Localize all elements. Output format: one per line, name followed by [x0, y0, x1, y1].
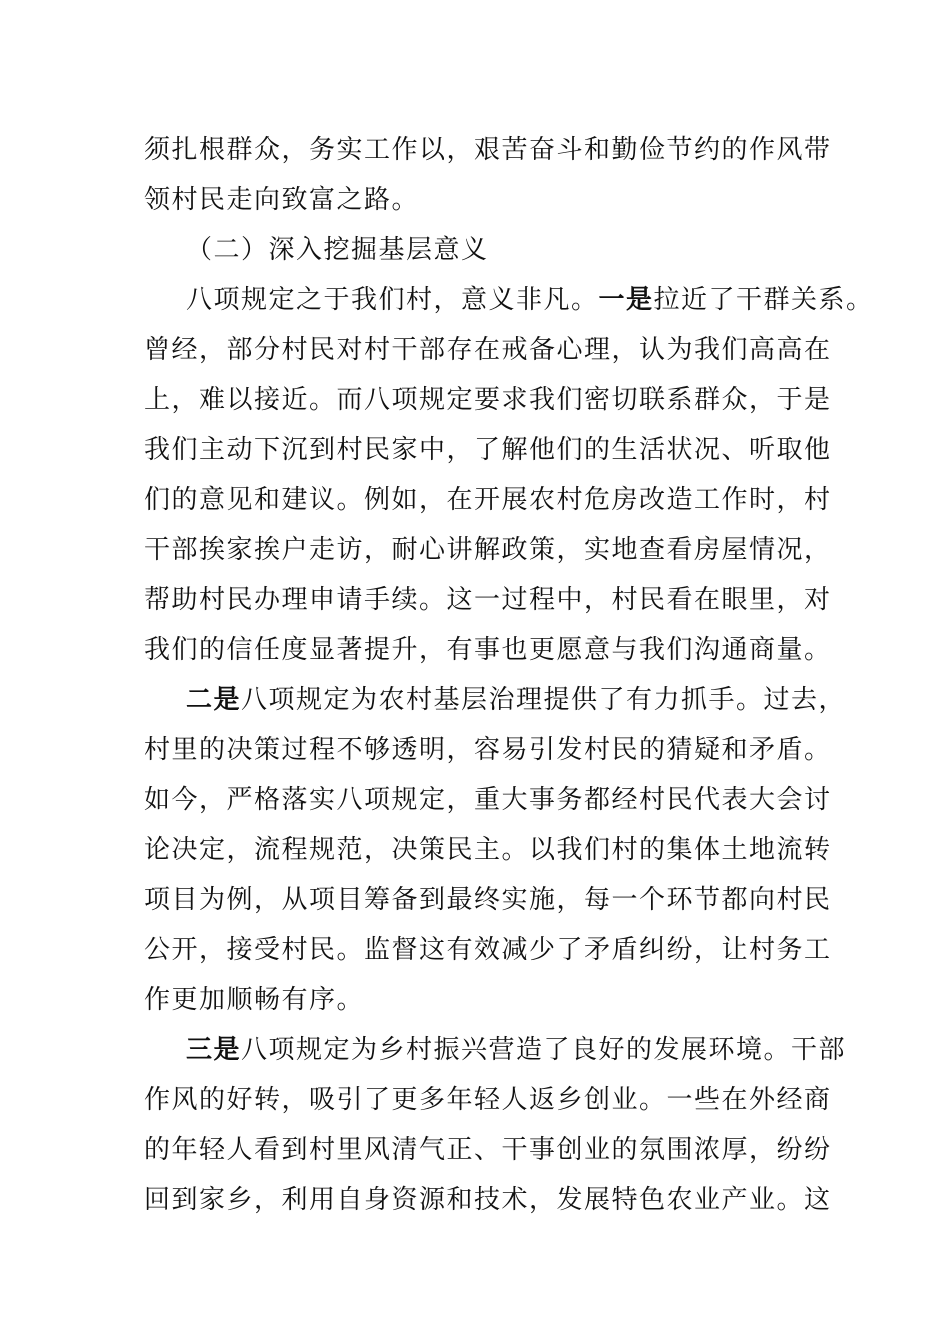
- bold-marker: 二是: [186, 685, 242, 715]
- text-line: 项目为例，从项目筹备到最终实施，每一个环节都向村民: [144, 885, 832, 915]
- text-run: 八项规定之于我们村，意义非凡。: [186, 285, 599, 315]
- text-line: 村里的决策过程不够透明，容易引发村民的猜疑和矛盾。: [144, 735, 832, 765]
- text-run: 八项规定为农村基层治理提供了有力抓手。过去，: [241, 685, 847, 715]
- bold-marker: 一是: [598, 285, 654, 315]
- text-line: 如今，严格落实八项规定，重大事务都经村民代表大会讨: [144, 785, 832, 815]
- text-line: 公开，接受村民。监督这有效减少了矛盾纠纷，让村务工: [144, 935, 832, 965]
- text-line: 作更加顺畅有序。: [144, 985, 365, 1015]
- text-line: 须扎根群众，务实工作以，艰苦奋斗和勤俭节约的作风带: [144, 135, 832, 165]
- text-line: 回到家乡，利用自身资源和技术，发展特色农业产业。这: [144, 1185, 832, 1215]
- text-line: 论决定，流程规范，决策民主。以我们村的集体土地流转: [144, 835, 832, 865]
- text-run: 八项规定为乡村振兴营造了良好的发展环境。干部: [241, 1035, 847, 1065]
- text-line: 我们的信任度显著提升，有事也更愿意与我们沟通商量。: [144, 635, 832, 665]
- text-line: 我们主动下沉到村民家中，了解他们的生活状况、听取他: [144, 435, 832, 465]
- text-line: 的年轻人看到村里风清气正、干事创业的氛围浓厚，纷纷: [144, 1135, 832, 1165]
- text-line: 曾经，部分村民对村干部存在戒备心理，认为我们高高在: [144, 335, 832, 365]
- bold-marker: 三是: [186, 1035, 242, 1065]
- text-line: 作风的好转，吸引了更多年轻人返乡创业。一些在外经商: [144, 1085, 832, 1115]
- text-line: 领村民走向致富之路。: [144, 185, 420, 215]
- text-line: 上，难以接近。而八项规定要求我们密切联系群众，于是: [144, 385, 832, 415]
- paragraph-first-line: [186, 1033, 846, 1067]
- text-line: 干部挨家挨户走访，耐心讲解政策，实地查看房屋情况，: [144, 535, 832, 565]
- text-line: 们的意见和建议。例如，在开展农村危房改造工作时，村: [144, 485, 832, 515]
- text-run: 拉近了干群关系。: [653, 285, 874, 315]
- text-line: 帮助村民办理申请手续。这一过程中，村民看在眼里，对: [144, 585, 832, 615]
- paragraph-first-line: [186, 283, 874, 317]
- section-heading: （二）深入挖掘基层意义: [186, 235, 489, 265]
- paragraph-first-line: [186, 683, 846, 717]
